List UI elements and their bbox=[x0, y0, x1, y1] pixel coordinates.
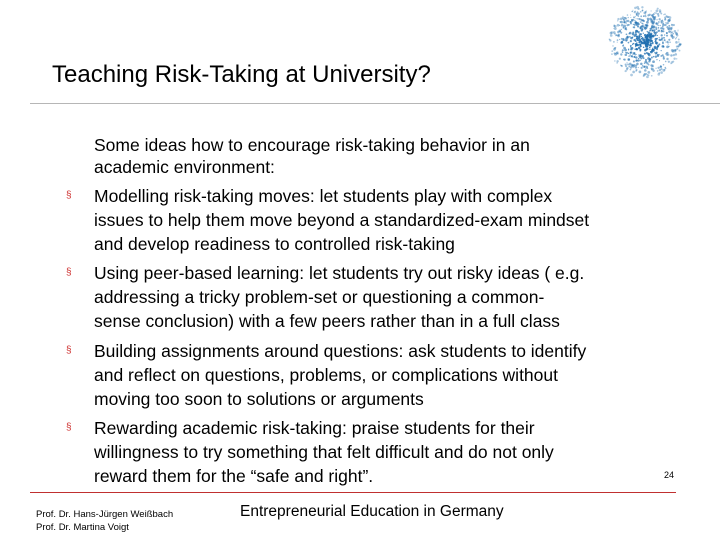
bullet-line: and develop readiness to controlled risk-taking bbox=[94, 234, 455, 254]
bullet-line: Modelling risk-taking moves: let students play with complex bbox=[94, 186, 553, 206]
footer-title: Entrepreneurial Education in Germany bbox=[240, 503, 504, 520]
author-name: Prof. Dr. Hans-Jürgen Weißbach bbox=[36, 509, 174, 520]
bullet-marker: § bbox=[66, 267, 72, 278]
bullet-line: moving too soon to solutions or arguments bbox=[94, 389, 424, 409]
intro-line: Some ideas how to encourage risk-taking behavior in an bbox=[94, 135, 530, 155]
title-divider bbox=[30, 103, 720, 104]
bullet-marker: § bbox=[66, 422, 72, 433]
intro-line: academic environment: bbox=[94, 157, 275, 177]
bullet-line: Using peer-based learning: let students try out risky ideas ( e.g. bbox=[94, 263, 585, 283]
bullet-line: and reflect on questions, problems, or complications without bbox=[94, 365, 558, 385]
slide-title: Teaching Risk-Taking at University? bbox=[52, 61, 431, 88]
author-name: Prof. Dr. Martina Voigt bbox=[36, 522, 129, 533]
bullet-marker: § bbox=[66, 190, 72, 201]
bullet-line: addressing a tricky problem-set or questioning a common- bbox=[94, 287, 545, 307]
bullet-line: issues to help them move beyond a standardized-exam mindset bbox=[94, 210, 590, 230]
page-number: 24 bbox=[664, 470, 675, 480]
footer-divider bbox=[30, 492, 676, 493]
dot-cloud-logo bbox=[605, 2, 685, 82]
bullet-line: Building assignments around questions: ask students to identify bbox=[94, 341, 587, 361]
bullet-line: sense conclusion) with a few peers rather than in a full class bbox=[94, 311, 560, 331]
bullet-marker: § bbox=[66, 345, 72, 356]
bullet-line: reward them for the “safe and right”. bbox=[94, 466, 374, 486]
bullet-line: willingness to try something that felt difficult and do not only bbox=[94, 442, 554, 462]
bullet-line: Rewarding academic risk-taking: praise students for their bbox=[94, 418, 535, 438]
